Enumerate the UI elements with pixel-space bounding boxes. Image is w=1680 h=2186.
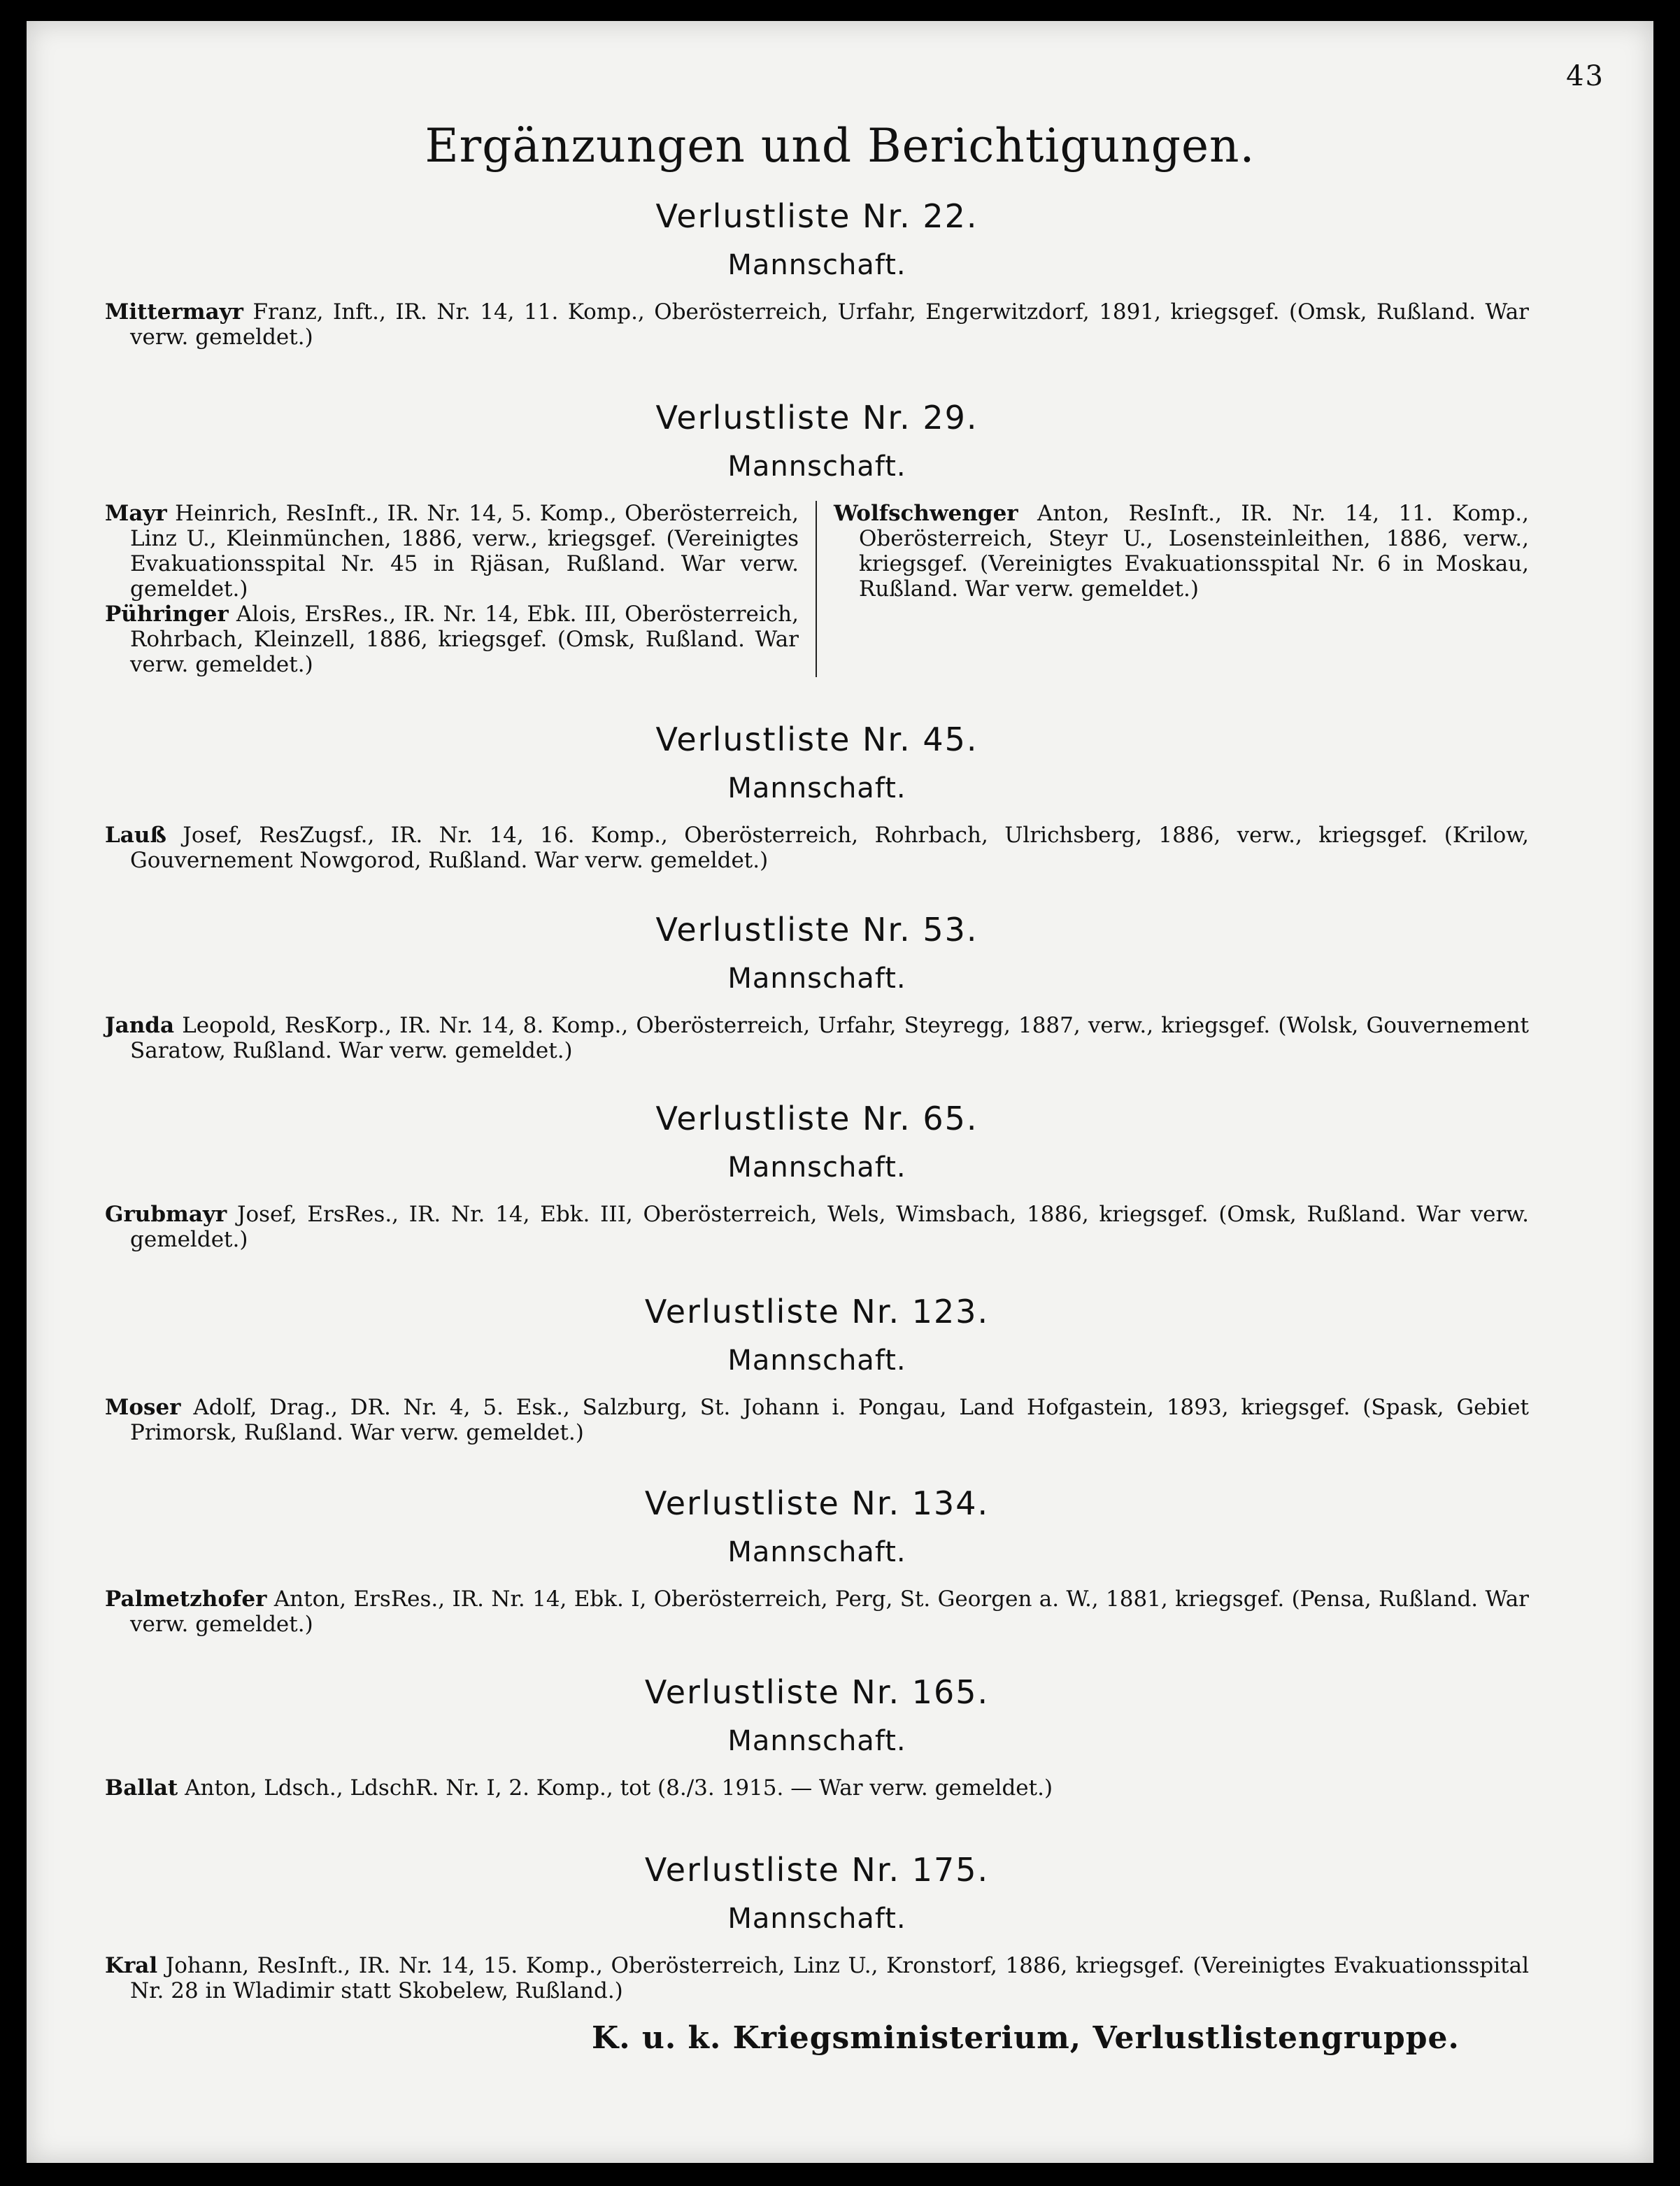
section-verlustliste-53	[105, 911, 1529, 1063]
entry-name: Palmetzhofer	[105, 1587, 267, 1612]
entry-text: Heinrich, ResInft., IR. Nr. 14, 5. Komp., Oberösterreich, Linz U., Kleinmünchen, 1886, verw., kriegsgef. (Vereinigtes Evakuationsspital Nr. 45 in Rjäsan, Rußland. War verw. gemeldet.)	[130, 501, 799, 602]
section-heading: Verlustliste Nr. 65.	[655, 1100, 978, 1137]
right-column	[817, 501, 1529, 677]
list-entry	[105, 1395, 1529, 1445]
section-verlustliste-29	[105, 399, 1529, 677]
entry-name: Grubmayr	[105, 1202, 227, 1227]
section-subheading: Mannschaft.	[727, 1725, 906, 1757]
entry-text: Adolf, Drag., DR. Nr. 4, 5. Esk., Salzburg, St. Johann i. Pongau, Land Hofgastein, 1893, kriegsgef. (Spask, Gebiet Primorsk, Rußland. War verw. gemeldet.)	[130, 1395, 1530, 1445]
list-entry	[105, 1775, 1529, 1801]
section-verlustliste-45	[105, 721, 1529, 873]
entry-text: Johann, ResInft., IR. Nr. 14, 15. Komp., Oberösterreich, Linz U., Kronstorf, 1886, kriegsgef. (Vereinigtes Evakuationsspital Nr. 28 in Wladimir statt Skobelew, Rußland.)	[130, 1953, 1529, 2003]
section-subheading: Mannschaft.	[727, 1151, 906, 1184]
section-heading: Verlustliste Nr. 22.	[655, 197, 978, 235]
section-subheading: Mannschaft.	[727, 772, 906, 804]
entry-text: Josef, ResZugsf., IR. Nr. 14, 16. Komp., Oberösterreich, Rohrbach, Ulrichsberg, 1886, verw., kriegsgef. (Krilow, Gouvernement Nowgorod, Rußland. War verw. gemeldet.)	[130, 823, 1530, 873]
list-entry	[105, 823, 1529, 873]
entry-text: Anton, ResInft., IR. Nr. 14, 11. Komp., Oberösterreich, Steyr U., Losensteinleithen, 1886, verw., kriegsgef. (Vereinigtes Evakuationsspital Nr. 6 in Moskau, Rußland. War verw. gemeldet.)	[859, 501, 1529, 602]
section-subheading: Mannschaft.	[727, 1903, 906, 1935]
entry-name: Pühringer	[105, 602, 229, 627]
entry-name: Ballat	[105, 1775, 178, 1801]
section-subheading: Mannschaft.	[727, 249, 906, 281]
section-verlustliste-123	[105, 1293, 1529, 1445]
entry-name: Lauß	[105, 823, 166, 848]
document-page	[27, 21, 1653, 2163]
list-entry	[105, 501, 799, 602]
section-heading: Verlustliste Nr. 175.	[644, 1851, 990, 1889]
list-entry	[105, 1587, 1529, 1637]
entry-text: Anton, ErsRes., IR. Nr. 14, Ebk. I, Oberösterreich, Perg, St. Georgen a. W., 1881, kriegsgef. (Pensa, Rußland. War verw. gemeldet.)	[130, 1587, 1529, 1637]
entry-text: Josef, ErsRes., IR. Nr. 14, Ebk. III, Oberösterreich, Wels, Wimsbach, 1886, kriegsgef. (Omsk, Rußland. War verw. gemeldet.)	[130, 1202, 1529, 1252]
list-entry	[105, 1202, 1529, 1252]
section-subheading: Mannschaft.	[727, 963, 906, 995]
section-verlustliste-65	[105, 1100, 1529, 1252]
list-entry	[834, 501, 1529, 602]
section-verlustliste-134	[105, 1484, 1529, 1637]
section-verlustliste-22	[105, 197, 1529, 350]
section-verlustliste-175	[105, 1851, 1529, 2003]
list-entry	[105, 299, 1529, 350]
entry-name: Moser	[105, 1395, 181, 1420]
entry-name: Janda	[105, 1013, 175, 1038]
entry-text: Franz, Inft., IR. Nr. 14, 11. Komp., Oberösterreich, Urfahr, Engerwitzdorf, 1891, kriegsgef. (Omsk, Rußland. War verw. gemeldet.)	[130, 299, 1530, 350]
list-entry	[105, 602, 799, 677]
entry-name: Mayr	[105, 501, 167, 526]
page-title: Ergänzungen und Berichtigungen.	[425, 119, 1255, 173]
left-column	[105, 501, 817, 677]
section-subheading: Mannschaft.	[727, 450, 906, 483]
footer-signature: K. u. k. Kriegsministerium, Verlustlistengruppe.	[592, 2020, 1460, 2056]
entry-name: Kral	[105, 1953, 158, 1978]
section-subheading: Mannschaft.	[727, 1344, 906, 1377]
section-heading: Verlustliste Nr. 165.	[644, 1673, 990, 1711]
two-column-list	[105, 501, 1529, 677]
entry-name: Mittermayr	[105, 299, 244, 325]
page-number: 43	[1566, 60, 1604, 92]
section-heading: Verlustliste Nr. 45.	[655, 721, 978, 758]
list-entry	[105, 1013, 1529, 1063]
section-heading: Verlustliste Nr. 53.	[655, 911, 978, 949]
section-subheading: Mannschaft.	[727, 1536, 906, 1568]
entry-text: Anton, Ldsch., LdschR. Nr. I, 2. Komp., tot (8./3. 1915. — War verw. gemeldet.)	[185, 1775, 1053, 1801]
section-heading: Verlustliste Nr. 123.	[644, 1293, 990, 1330]
list-entry	[105, 1953, 1529, 2003]
entry-text: Leopold, ResKorp., IR. Nr. 14, 8. Komp., Oberösterreich, Urfahr, Steyregg, 1887, verw., kriegsgef. (Wolsk, Gouvernement Saratow, Rußland. War verw. gemeldet.)	[130, 1013, 1529, 1063]
entry-text: Alois, ErsRes., IR. Nr. 14, Ebk. III, Oberösterreich, Rohrbach, Kleinzell, 1886, kriegsgef. (Omsk, Rußland. War verw. gemeldet.)	[130, 602, 799, 677]
entry-name: Wolfschwenger	[834, 501, 1018, 526]
section-heading: Verlustliste Nr. 29.	[655, 399, 978, 437]
section-heading: Verlustliste Nr. 134.	[644, 1484, 990, 1522]
section-verlustliste-165	[105, 1673, 1529, 1801]
